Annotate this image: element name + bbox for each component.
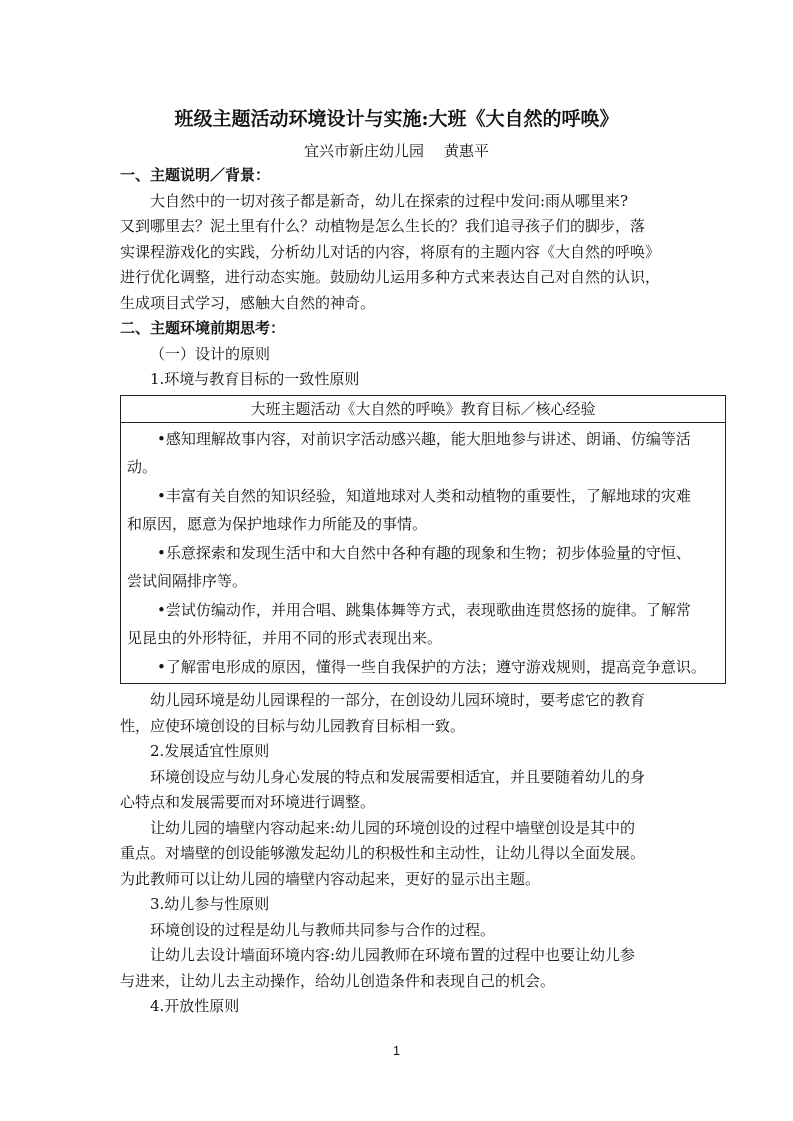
- principle-heading: 3.幼儿参与性原则: [150, 895, 270, 913]
- document-title: 班级主题活动环境设计与实施:大班《大自然的呼唤》: [174, 108, 619, 130]
- goal-line: 尝试间隔排序等。: [127, 572, 248, 590]
- goals-table: [120, 395, 726, 685]
- section1-line: 实课程游戏化的实践，分析幼儿对话的内容，将原有的主题内容《大自然的呼唤》: [120, 242, 661, 261]
- goal-line: •乐意探索和发现生活中和大自然中各种有趣的现象和生物；初步体验量的守恒、: [157, 543, 691, 562]
- paragraph-line: 与进来，让幼儿去主动操作，给幼儿创造条件和表现自己的机会。: [120, 971, 556, 990]
- section1-line: 生成项目式学习，感触大自然的神奇。: [120, 293, 376, 312]
- section1-line: 大自然中的一切对孩子都是新奇，幼儿在探索的过程中发问:雨从哪里来?: [150, 191, 629, 210]
- paragraph-line: 让幼儿园的墙壁内容动起来:幼儿园的环境创设的过程中墙壁创设是其中的: [150, 818, 636, 837]
- principle-heading: 1.环境与教育目标的一致性原则: [150, 370, 360, 388]
- principle-heading: 2.发展适宜性原则: [150, 742, 270, 760]
- paragraph-line: 幼儿园环境是幼儿园课程的一部分，在创设幼儿园环境时，要考虑它的教育: [150, 691, 646, 709]
- goal-item: [127, 653, 721, 682]
- section2-heading: 二、主题环境前期思考：: [120, 319, 286, 337]
- goal-line: •丰富有关自然的知识经验，知道地球对人类和动植物的重要性，了解地球的灾难: [157, 486, 691, 505]
- goal-line: •了解雷电形成的原因，懂得一些自我保护的方法；遵守游戏规则，提高竞争意识。: [157, 657, 706, 676]
- paragraph-line: 心特点和发展需要而对环境进行调整。: [120, 793, 376, 811]
- school-name: 宜兴市新庄幼儿园: [303, 142, 424, 160]
- principle-heading: 4.开放性原则: [150, 997, 240, 1015]
- paragraph-line: 重点。对墙壁的创设能够激发起幼儿的积极性和主动性，让幼儿得以全面发展。: [120, 844, 646, 862]
- paragraph-line: 为此教师可以让幼儿园的墙壁内容动起来，更好的显示出主题。: [120, 869, 541, 888]
- document-byline: [0, 140, 793, 161]
- paragraph-line: 让幼儿去设计墙面环境内容:幼儿园教师在环境布置的过程中也要让幼儿参: [150, 946, 636, 964]
- goal-line: 动。: [127, 458, 158, 476]
- goal-line: 和原因，愿意为保护地球作力所能及的事情。: [127, 515, 428, 533]
- page-number: 1: [392, 1043, 401, 1058]
- document-body: [120, 163, 706, 1020]
- goal-item: [127, 482, 721, 539]
- paragraph-line: 性，应使环境创设的目标与幼儿园教育目标相一致。: [120, 716, 466, 735]
- section1-line: 又到哪里去？泥土里有什么？动植物是怎么生长的？我们追寻孩子们的脚步，落: [120, 217, 646, 235]
- author-name: 黄惠平: [444, 142, 490, 160]
- goals-table-header: 大班主题活动《大自然的呼唤》教育目标／核心经验: [121, 396, 725, 423]
- goal-line: 见昆虫的外形特征，并用不同的形式表现出来。: [127, 629, 443, 647]
- paragraph-line: 环境创设应与幼儿身心发展的特点和发展需要相适宜，并且要随着幼儿的身: [150, 767, 646, 786]
- goal-line: •尝试仿编动作，并用合唱、跳集体舞等方式，表现歌曲连贯悠扬的旋律。了解常: [157, 600, 691, 619]
- goal-item: [127, 425, 721, 482]
- section1-heading: 一、主题说明／背景：: [120, 166, 271, 184]
- section1-line: 进行优化调整，进行动态实施。鼓励幼儿运用多种方式来表达自己对自然的认识，: [120, 268, 661, 286]
- goal-item: [127, 596, 721, 653]
- goals-table-body: [121, 423, 725, 684]
- subsection-heading: （一）设计的原则: [150, 344, 271, 363]
- goal-line: •感知理解故事内容，对前识字活动感兴趣，能大胆地参与讲述、朗诵、仿编等活: [157, 429, 691, 448]
- paragraph-line: 环境创设的过程是幼儿与教师共同参与合作的过程。: [150, 920, 496, 939]
- goal-item: [127, 539, 721, 596]
